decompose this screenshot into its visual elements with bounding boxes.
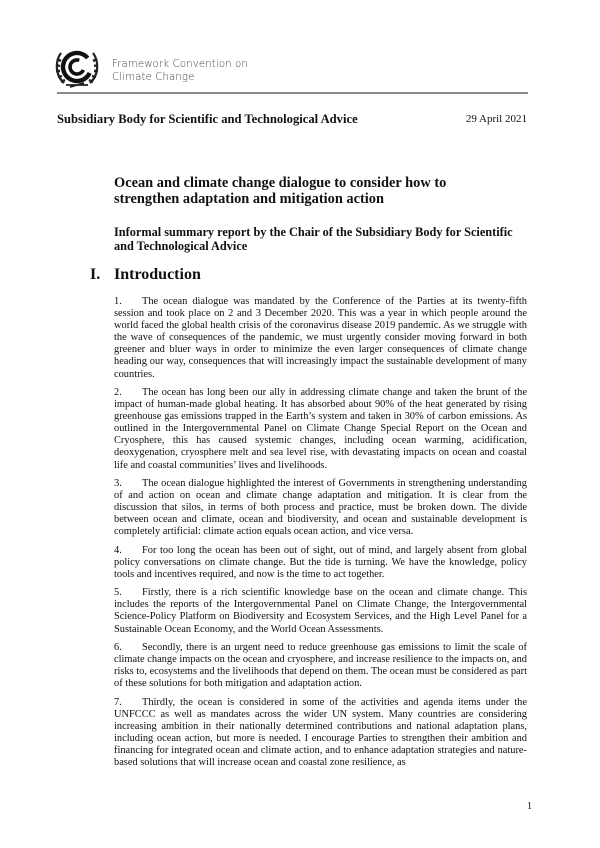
paragraph <box>114 387 527 472</box>
unfccc-emblem-icon <box>52 45 102 91</box>
document-date: 29 April 2021 <box>465 113 527 125</box>
paragraph-number: 3. <box>114 477 122 489</box>
paragraph <box>114 478 527 538</box>
unfccc-logo <box>52 45 102 91</box>
paragraph <box>114 697 527 770</box>
section-title: Introduction <box>114 266 201 283</box>
paragraph <box>114 545 527 581</box>
paragraph-list <box>114 296 527 775</box>
paragraph <box>114 642 527 690</box>
paragraph-number: 6. <box>114 641 122 653</box>
paragraph <box>114 296 527 381</box>
paragraph-text: For too long the ocean has been out of sight, out of mind, and largely absent from global policy conversations on climate change. But the tide is turning. We have the knowledge, policy tools and incentives required, and now is the time to act together. <box>114 544 527 580</box>
document-subtitle: Informal summary report by the Chair of the Subsidiary Body for Scientific and Technological Advice <box>114 225 513 253</box>
paragraph-text: The ocean dialogue highlighted the interest of Governments in strengthening understanding of and action on ocean and climate change adaptation and mitigation. It is clear from the discussion that silos, in terms of both process and practice, must be broken down. The divide between ocean and climate, ocean and biodiversity, and ocean and sustainable development is completely artificial: climate action equals ocean action, and vice versa. <box>114 477 527 538</box>
paragraph-text: Thirdly, the ocean is considered in some of the activities and agenda items under the UNFCCC as well as mandates across the wider UN system. Many countries are considering increasing ambition in their nationally determined contributions and national adaptation plans, including ocean action, but more is needed. I encourage Parties to strengthen their ambition and financing for integrated ocean and climate action, and to enhance adaptation strategies and nature-based solutions that will increase ocean and coastal zone resilience, as <box>114 696 527 769</box>
paragraph-number: 1. <box>114 296 122 307</box>
paragraph-number: 5. <box>114 587 122 599</box>
section-number: I. <box>90 266 101 283</box>
paragraph-number: 4. <box>114 544 122 556</box>
page-number: 1 <box>527 801 532 812</box>
org-name-line1: Framework Convention on <box>112 59 248 70</box>
paragraph <box>114 587 527 635</box>
issuing-body: Subsidiary Body for Scientific and Technological Advice <box>57 112 358 126</box>
header-divider <box>57 92 528 94</box>
org-name-line2: Climate Change <box>112 72 195 83</box>
paragraph-text: Firstly, there is a rich scientific knowledge base on the ocean and climate change. This includes the reports of the Intergovernmental Panel on Climate Change, the Intergovernmental Science-Policy Platform on Biodiversity and Ecosystem Services, and the High Level Panel for a Sustainable Ocean Economy, and the World Ocean Assessments. <box>114 587 527 635</box>
paragraph-number: 7. <box>114 696 122 708</box>
paragraph-number: 2. <box>114 386 122 398</box>
paragraph-text: The ocean has long been our ally in addressing climate change and taken the brunt of the impact of human-made global heating. It has absorbed about 90% of the heat generated by rising greenhouse gas emissions trapped in the Earth’s system and taken in 30% of carbon emissions. As outlined in the Intergovernmental Panel on Climate Change Special Report on the Ocean and Cryosphere, this has caused systemic changes, including ocean warming, acidification, deoxygenation, cryosphere melt and sea level rise, with devastating impacts on ocean and coastal life and coastal communities’ lives and livelihoods. <box>114 386 527 471</box>
paragraph-text: Secondly, there is an urgent need to reduce greenhouse gas emissions to limit the scale of climate change impacts on the ocean and cryosphere, and increase resilience to the impacts on, and risks to, ecosystems and the livelihoods that depend on them. The ocean must be considered as part of these solutions for both mitigation and adaptation action. <box>114 641 527 690</box>
document-title: Ocean and climate change dialogue to consider how to strengthen adaptation and mitigation action <box>114 175 447 207</box>
organization-name <box>112 58 248 84</box>
paragraph-text: The ocean dialogue was mandated by the Conference of the Parties at its twenty-fifth session and took place on 2 and 3 December 2020. This was a year in which people around the world faced the global health crisis of the coronavirus disease 2019 pandemic. As we struggle with the wave of consequences of the pandemic, we must urgently consider moving forward in both greener and bluer ways in order to minimize the even larger consequences of climate change heading our way, consequences that will increasingly impact the sustainable development of many countries. <box>114 296 527 380</box>
section-heading <box>90 266 201 284</box>
